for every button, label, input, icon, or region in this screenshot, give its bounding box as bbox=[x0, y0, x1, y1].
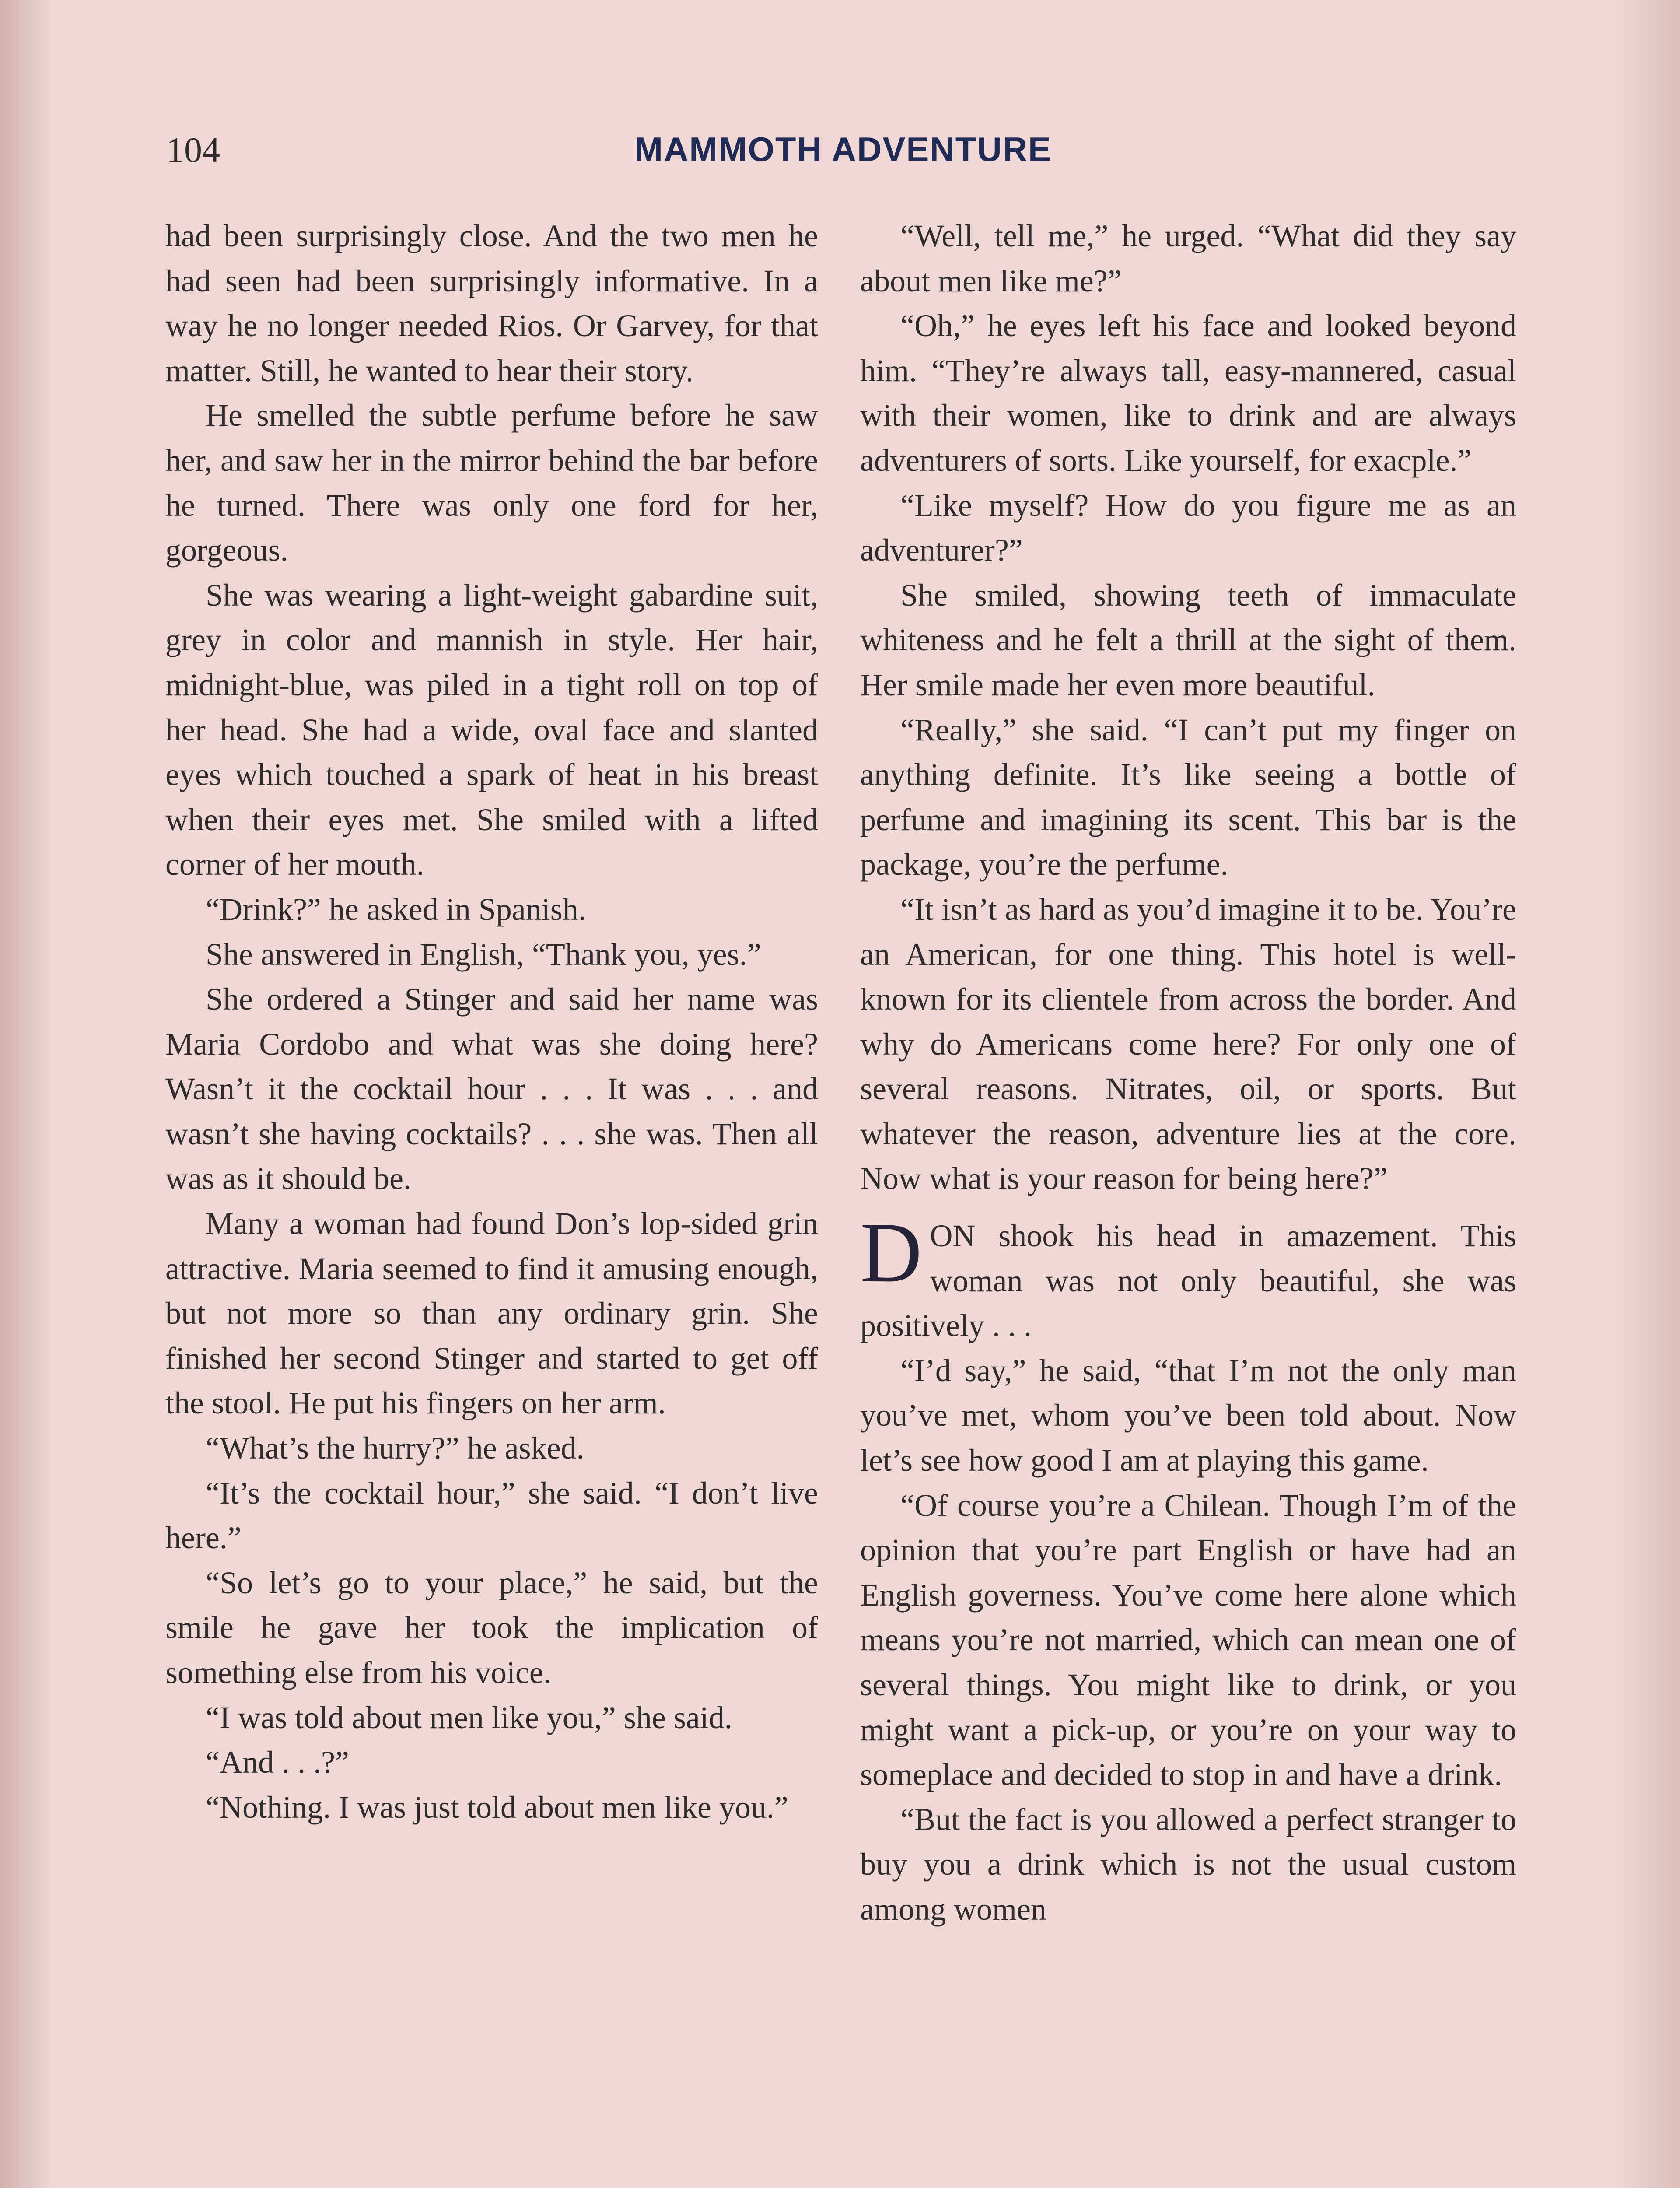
dropcap-text: shook his head in amazement. This woman was not only beautiful, she was positively . . . bbox=[860, 1218, 1516, 1343]
paragraph: Many a woman had found Don’s lop-sided grin attractive. Maria seemed to find it amusing enough, but not more so than any ordinary grin. She finished her second Stinger and started to get off the stool. He put his fingers on her arm. bbox=[165, 1206, 818, 1421]
paragraph: “Like myself? How do you figure me as an adventurer?” bbox=[860, 487, 1516, 568]
paragraph: “Of course you’re a Chilean. Though I’m of the opinion that you’re part English or have had an English governess. You’ve come here alone which means you’re not married, which can mean one of several things. You might like to drink, or you might want a pick-up, or you’re on your way to someplace and decided to stop in and have a drink. bbox=[860, 1487, 1516, 1792]
paragraph: “What’s the hurry?” he asked. bbox=[206, 1431, 584, 1466]
drop-cap: D bbox=[860, 1205, 922, 1301]
paragraph: “Really,” she said. “I can’t put my finger on anything definite. It’s like seeing a bottle of perfume and imagining its scent. This bar is the package, you’re the perfume. bbox=[860, 712, 1516, 882]
paragraph: She ordered a Stinger and said her name was Maria Cordobo and what was she doing here? Wasn’t it the cocktail hour . . . It was . . . and wasn’t she having cocktails? . . . she was. Then all was as it should be. bbox=[165, 982, 818, 1196]
lead-caps: ON bbox=[930, 1218, 976, 1254]
right-column bbox=[860, 214, 1516, 1932]
paragraph: “Drink?” he asked in Spanish. bbox=[206, 891, 586, 927]
paragraph: had been surprisingly close. And the two men he had seen had been surprisingly informative. In a way he no longer needed Rios. Or Garvey, for that matter. Still, he wanted to hear their story. bbox=[165, 218, 818, 388]
paragraph: “I’d say,” he said, “that I’m not the only man you’ve met, whom you’ve been told about. Now let’s see how good I am at playing this game. bbox=[860, 1353, 1516, 1478]
paragraph: “Well, tell me,” he urged. “What did they say about men like me?” bbox=[860, 218, 1516, 298]
paragraph: “So let’s go to your place,” he said, but the smile he gave her took the implication of something else from his voice. bbox=[165, 1565, 818, 1690]
dropcap-paragraph bbox=[860, 1205, 1516, 1348]
paragraph: “Nothing. I was just told about men like you.” bbox=[206, 1789, 788, 1825]
paragraph: “I was told about men like you,” she said. bbox=[206, 1700, 732, 1735]
paragraph: “It’s the cocktail hour,” she said. “I don’t live here.” bbox=[165, 1475, 818, 1556]
paragraph: She answered in English, “Thank you, yes.” bbox=[206, 936, 761, 972]
paragraph: She was wearing a light-weight gabardine suit, grey in color and mannish in style. Her hair, midnight-blue, was piled in a tight roll on top of her head. She had a wide, oval face and slanted eyes which touched a spark of heat in his breast when their eyes met. She smiled with a lifted corner of her mouth. bbox=[165, 577, 818, 882]
page-number: 104 bbox=[166, 130, 220, 170]
paragraph: “And . . .?” bbox=[206, 1745, 349, 1780]
paragraph: “But the fact is you allowed a perfect stranger to buy you a drink which is not the usual custom among women bbox=[860, 1802, 1516, 1927]
paragraph: She smiled, showing teeth of immaculate whiteness and he felt a thrill at the sight of them. Her smile made her even more beautiful. bbox=[860, 577, 1516, 702]
left-column bbox=[165, 214, 818, 1830]
paragraph: He smelled the subtle perfume before he saw her, and saw her in the mirror behind the bar before he turned. There was only one ford for her, gorgeous. bbox=[165, 398, 818, 568]
paragraph: “It isn’t as hard as you’d imagine it to be. You’re an American, for one thing. This hotel is well-known for its clientele from across the border. And why do Americans come here? For only one of several reasons. Nitrates, oil, or sports. But whatever the reason, adventure lies at the core. Now what is your reason for being here?” bbox=[860, 891, 1516, 1196]
running-title: MAMMOTH ADVENTURE bbox=[634, 130, 1052, 168]
paragraph: “Oh,” he eyes left his face and looked beyond him. “They’re always tall, easy-mannered, casual with their women, like to drink and are always adventurers of sorts. Like yourself, for exacple.” bbox=[860, 308, 1516, 478]
page-header bbox=[166, 130, 1085, 178]
